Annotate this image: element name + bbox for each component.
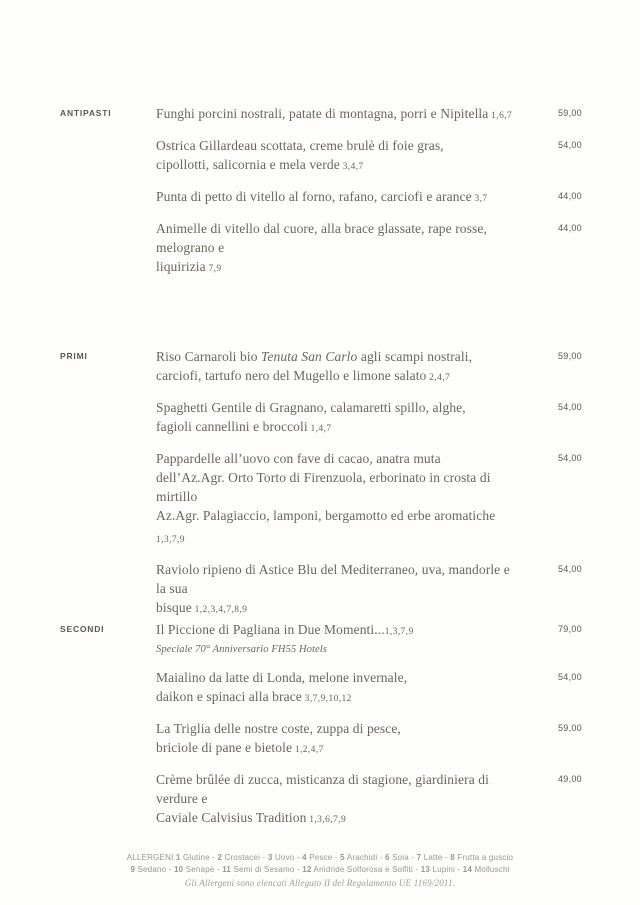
item-price: 79,00 <box>557 624 582 634</box>
dish-line: Caviale Calvisius Tradition 1,3,6,7,9 <box>156 810 347 825</box>
dish-line: Punta di petto di vitello al forno, rafano, carciofi e arance 3,7 <box>156 189 488 204</box>
menu-item <box>156 560 582 620</box>
item-price: 54,00 <box>557 453 582 463</box>
dish-name <box>156 449 536 550</box>
item-price: 54,00 <box>557 672 582 682</box>
dish-line: fagioli cannellini e broccoli 1,4,7 <box>156 419 332 434</box>
dish-line: Az.Agr. Palagiaccio, lamponi, bergamotto ed erbe aromatiche 1,3,7,9 <box>156 508 496 545</box>
item-price: 59,00 <box>557 351 582 361</box>
dish-line: Crème brûlée di zucca, misticanza di stagione, giardiniera di verdure e <box>156 772 489 806</box>
dish-name <box>156 219 536 279</box>
item-price: 49,00 <box>557 774 582 784</box>
menu-item <box>156 347 582 388</box>
menu-item <box>156 398 582 439</box>
dish-line: Maialino da latte di Londa, melone invernale, <box>156 670 408 685</box>
item-price: 59,00 <box>557 723 582 733</box>
dish-name <box>156 620 536 658</box>
dish-name <box>156 719 536 760</box>
menu-item <box>156 219 582 279</box>
dish-name <box>156 187 536 209</box>
item-price: 54,00 <box>557 564 582 574</box>
dish-name <box>156 136 536 177</box>
section-label: ANTIPASTI <box>60 108 112 118</box>
item-price: 44,00 <box>557 191 582 201</box>
section-label: PRIMI <box>60 351 88 361</box>
menu-item <box>156 449 582 550</box>
section-primi <box>60 347 582 620</box>
dish-line: Animelle di vitello dal cuore, alla brace glassate, rape rosse, melograno e <box>156 221 487 255</box>
dish-name <box>156 104 536 126</box>
section-items <box>156 104 582 279</box>
menu-item <box>156 668 582 709</box>
dish-line: dell’Az.Agr. Orto Torto di Firenzuola, erborinato in crosta di mirtillo <box>156 470 491 504</box>
dish-name <box>156 668 536 709</box>
allergen-legend-line-1: ALLERGENI 1 Glutine - 2 Crostacei - 3 Uovo - 4 Pesce - 5 Arachidi - 6 Soia - 7 Latte - 8 Frutta a guscio <box>126 853 514 862</box>
dish-line: briciole di pane e bietole 1,2,4,7 <box>156 740 324 755</box>
item-price: 44,00 <box>557 223 582 233</box>
menu-item <box>156 770 582 830</box>
dish-line: daikon e spinaci alla brace 3,7,9,10,12 <box>156 689 352 704</box>
item-price: 54,00 <box>557 140 582 150</box>
allergen-legend <box>0 852 640 889</box>
dish-line: La Triglia delle nostre coste, zuppa di pesce, <box>156 721 401 736</box>
dish-name <box>156 398 536 439</box>
dish-line: Spaghetti Gentile di Gragnano, calamaretti spillo, alghe, <box>156 400 466 415</box>
dish-line: Raviolo ripieno di Astice Blu del Mediterraneo, uva, mandorle e la sua <box>156 562 510 596</box>
section-secondi <box>60 620 582 830</box>
dish-line: Funghi porcini nostrali, patate di montagna, porri e Nipitella 1,6,7 <box>156 106 513 121</box>
menu-item <box>156 719 582 760</box>
dish-line: carciofi, tartufo nero del Mugello e limone salato 2,4,7 <box>156 368 451 383</box>
dish-line: Riso Carnaroli bio Tenuta San Carlo agli scampi nostrali, <box>156 349 473 364</box>
dish-line: bisque 1,2,3,4,7,8,9 <box>156 600 248 615</box>
menu-item <box>156 136 582 177</box>
section-antipasti <box>60 104 582 279</box>
allergen-legend-line-2: 9 Sedano - 10 Senape - 11 Semi di Sesamo - 12 Anidride Solforosa e Solfiti - 13 Lupini - 14 Molluschi <box>130 865 510 874</box>
dish-line: liquirizia 7,9 <box>156 259 222 274</box>
dish-line: cipollotti, salicornia e mela verde 3,4,7 <box>156 157 364 172</box>
allergen-legal-note: Gli Allergeni sono elencati Allegato II del Regolamento UE 1169/2011. <box>184 878 456 888</box>
dish-line: Pappardelle all’uovo con fave di cacao, anatra muta <box>156 451 441 466</box>
menu-item <box>156 187 582 209</box>
section-items <box>156 347 582 620</box>
dish-subtitle: Speciale 70° Anniversario FH55 Hotels <box>156 644 328 655</box>
dish-name <box>156 560 536 620</box>
dish-name <box>156 770 536 830</box>
dish-name <box>156 347 536 388</box>
item-price: 59,00 <box>557 108 582 118</box>
item-price: 54,00 <box>557 402 582 412</box>
menu-item <box>156 620 582 658</box>
menu-item <box>156 104 582 126</box>
dish-line: Il Piccione di Pagliana in Due Momenti...1,3,7,9 <box>156 622 414 637</box>
section-items <box>156 620 582 830</box>
section-label: SECONDI <box>60 624 105 634</box>
dish-line: Ostrica Gillardeau scottata, creme brulè di foie gras, <box>156 138 444 153</box>
